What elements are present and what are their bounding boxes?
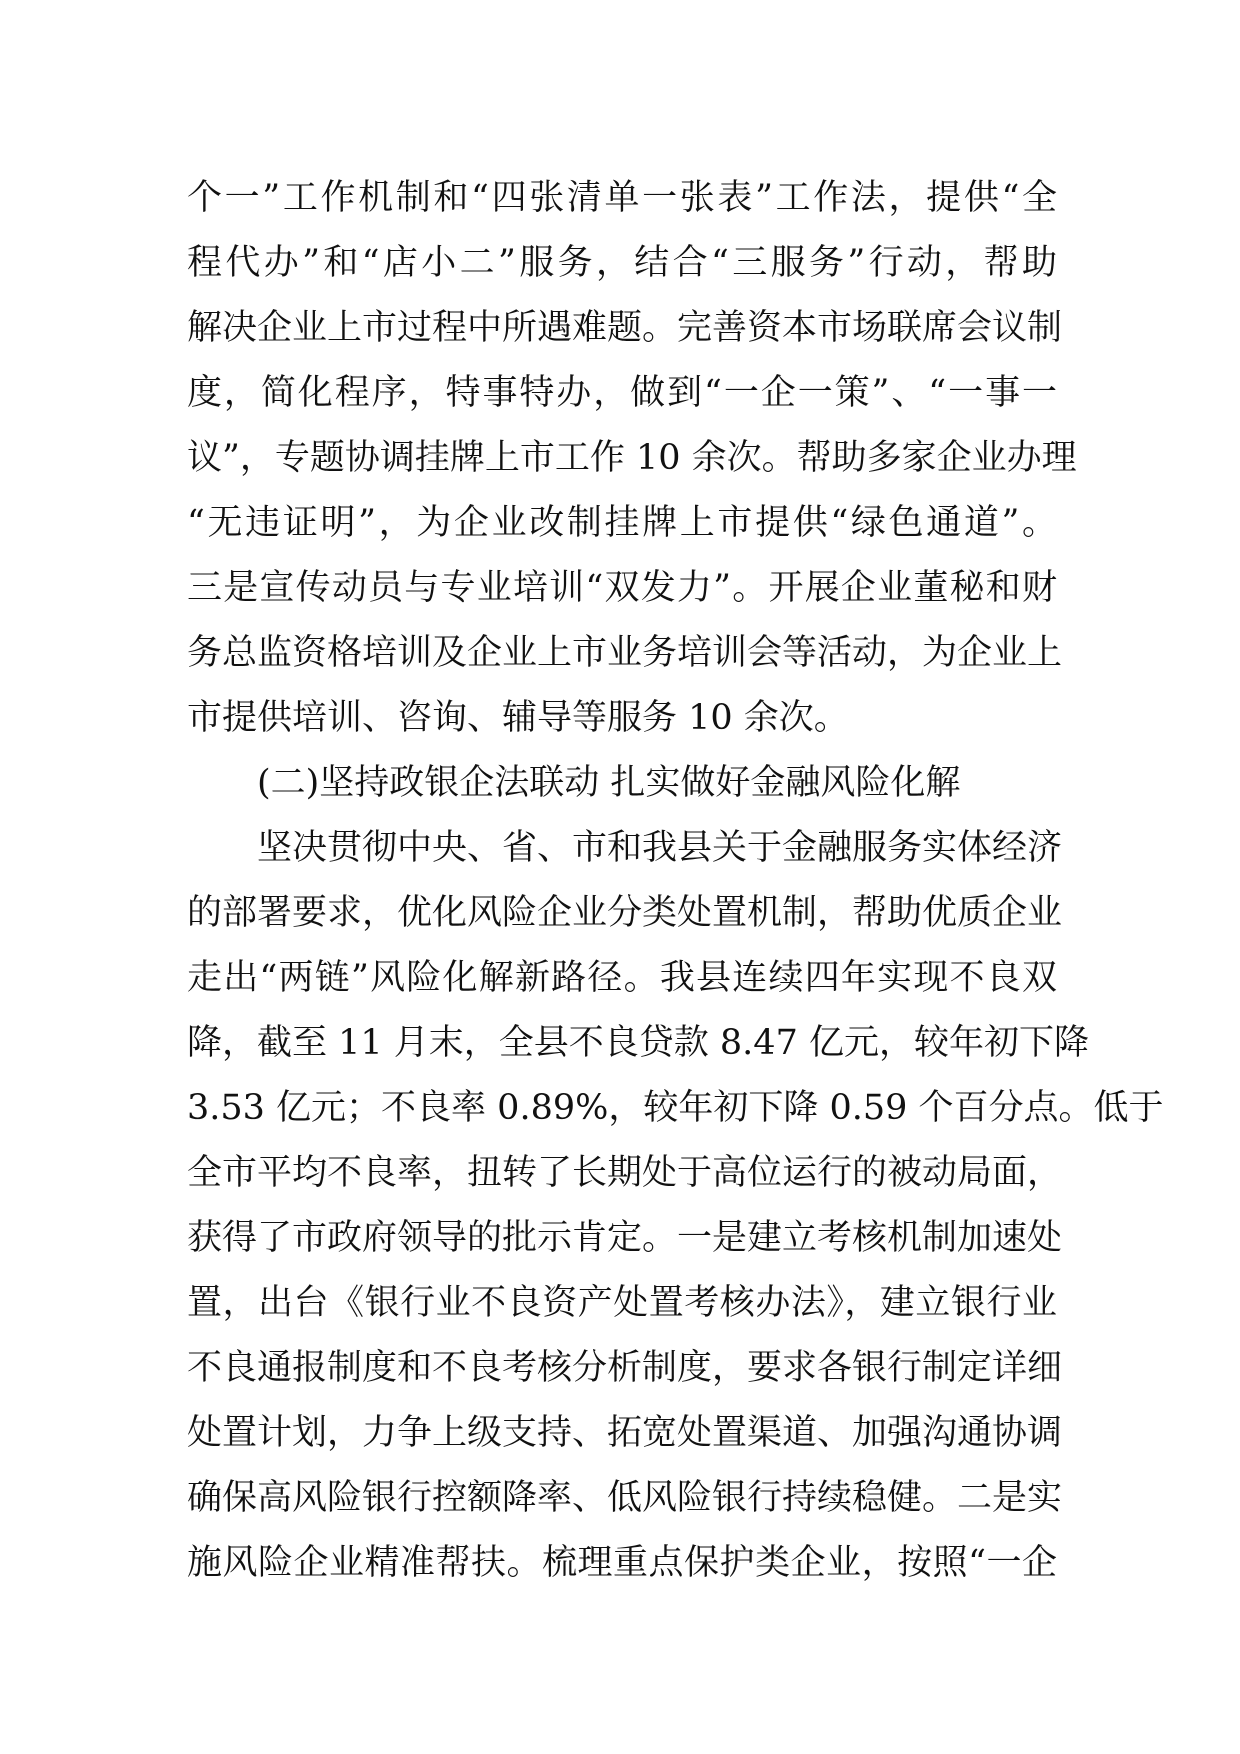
paragraph-line: 施风险企业精准帮扶。梳理重点保护类企业，按照“一企 xyxy=(187,1543,1057,1583)
paragraph-line: 3.53 亿元；不良率 0.89%，较年初下降 0.59 个百分点。低于 xyxy=(187,1088,1164,1128)
paragraph-line: 解决企业上市过程中所遇难题。完善资本市场联席会议制 xyxy=(187,308,1063,348)
paragraph-line: 程代办”和“店小二”服务，结合“三服务”行动，帮助 xyxy=(187,243,1057,283)
paragraph-line: 个一”工作机制和“四张清单一张表”工作法，提供“全 xyxy=(187,178,1057,218)
document-body xyxy=(187,166,1164,1596)
paragraph-line: 市提供培训、咨询、辅导等服务 10 余次。 xyxy=(187,698,849,738)
section-heading: (二)坚持政银企法联动 扎实做好金融风险化解 xyxy=(257,763,961,803)
paragraph-line: 的部署要求，优化风险企业分类处置机制，帮助优质企业 xyxy=(187,893,1063,933)
paragraph-line: 置，出台《银行业不良资产处置考核办法》，建立银行业 xyxy=(187,1283,1057,1323)
paragraph-line: 降，截至 11 月末，全县不良贷款 8.47 亿元，较年初下降 xyxy=(187,1023,1089,1063)
paragraph-line: 确保高风险银行控额降率、低风险银行持续稳健。二是实 xyxy=(187,1478,1063,1518)
paragraph-line: 三是宣传动员与专业培训“双发力”。开展企业董秘和财 xyxy=(187,568,1057,608)
paragraph-line: 处置计划，力争上级支持、拓宽处置渠道、加强沟通协调 xyxy=(187,1413,1063,1453)
paragraph-line: 走出“两链”风险化解新路径。我县连续四年实现不良双 xyxy=(187,958,1057,998)
paragraph-line: “无违证明”，为企业改制挂牌上市提供“绿色通道”。 xyxy=(187,503,1057,543)
paragraph-line: 务总监资格培训及企业上市业务培训会等活动，为企业上 xyxy=(187,633,1063,673)
paragraph-line: 不良通报制度和不良考核分析制度，要求各银行制定详细 xyxy=(187,1348,1063,1388)
paragraph-line: 全市平均不良率，扭转了长期处于高位运行的被动局面， xyxy=(187,1153,1063,1193)
paragraph-line: 坚决贯彻中央、省、市和我县关于金融服务实体经济 xyxy=(257,828,1063,868)
paragraph-line: 度，简化程序，特事特办，做到“一企一策”、“一事一 xyxy=(187,373,1057,413)
paragraph-line: 获得了市政府领导的批示肯定。一是建立考核机制加速处 xyxy=(187,1218,1063,1258)
paragraph-line: 议”，专题协调挂牌上市工作 10 余次。帮助多家企业办理 xyxy=(187,438,1077,478)
